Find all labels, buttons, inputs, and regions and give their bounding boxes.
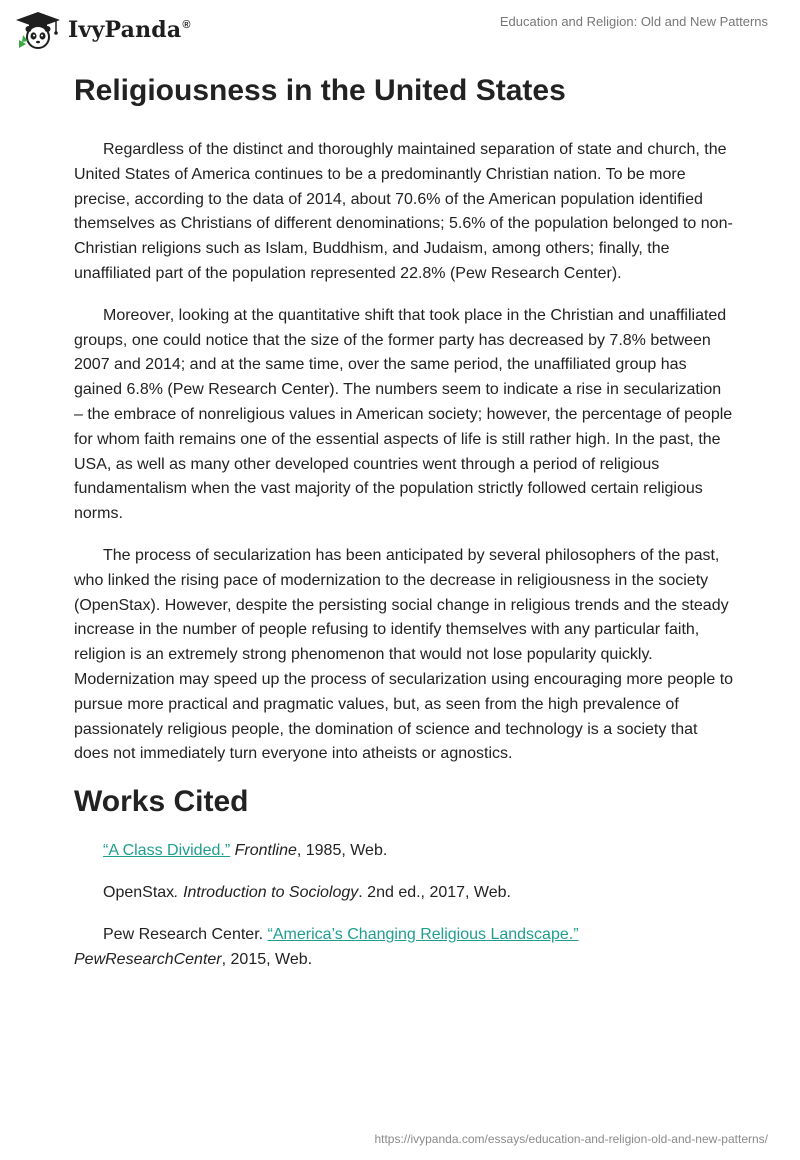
article-body — [74, 70, 734, 972]
paragraph-3: The process of secularization has been anticipated by several philosophers of the past, who linked the rising pace of modernization to the decrease in religiousness in the society (OpenStax). However, despite the persisting social change in religious trends and the steady increase in the number of people refusing to identify themselves with any particular faith, religion is an extremely strong phenomenon that would not lose popularity quickly. Modernization may speed up the process of secularization using encouraging more people to pursue more practical and pragmatic values, but, as seen from the high prevalence of passionately religious people, the domination of science and technology is a society that does not immediately turn everyone into atheists or agnostics. — [74, 546, 734, 763]
citation-item — [74, 881, 734, 906]
citation-source: Frontline — [234, 842, 297, 860]
source-url[interactable]: https://ivypanda.com/essays/education-and-religion-old-and-new-patterns/ — [374, 1132, 768, 1146]
citation-author: OpenStax — [103, 883, 175, 901]
citation-source: PewResearchCenter — [74, 950, 222, 968]
works-cited-heading: Works Cited — [74, 785, 249, 819]
citation-item — [74, 923, 734, 973]
document-title: Education and Religion: Old and New Patterns — [499, 14, 768, 29]
citation-link-class-divided[interactable]: “A Class Divided.” — [103, 842, 231, 860]
registered-mark: ® — [182, 19, 191, 31]
article-heading: Religiousness in the United States — [74, 74, 566, 107]
citation-link-religious-landscape[interactable]: “America’s Changing Religious Landscape.” — [267, 925, 579, 943]
works-cited-list — [74, 839, 734, 972]
citation-item — [74, 839, 734, 864]
panda-graduate-icon — [14, 10, 62, 50]
citation-details: , 2015, Web. — [221, 950, 313, 968]
citation-author: Pew Research Center. — [103, 925, 268, 943]
brand-logo[interactable] — [14, 10, 191, 50]
citation-details: . 2nd ed., 2017, Web. — [358, 883, 511, 901]
paragraph-1: Regardless of the distinct and thoroughly maintained separation of state and church, the United States of America continues to be a predominantly Christian nation. To be more precise, according to the data of 2014, about 70.6% of the American population identified themselves as Christians of different denominations; 5.6% of the population belonged to non-Christian religions such as Islam, Buddhism, and Judaism, among others; finally, the unaffiliated part of the population represented 22.8% (Pew Research Center). — [74, 141, 733, 282]
brand-name[interactable]: IvyPanda® — [68, 17, 191, 43]
citation-author-dot: . — [174, 883, 179, 901]
citation-source: Introduction to Sociology — [183, 883, 359, 901]
paragraph-2: Moreover, looking at the quantitative shift that took place in the Christian and unaffiliated groups, one could notice that the size of the former party has decreased by 7.8% between 2007 and 2014; and at the same time, over the same period, the unaffiliated group has gained 6.8% (Pew Research Center). The numbers seem to indicate a rise in secularization – the embrace of nonreligious values in American society; however, the percentage of people for whom faith remains one of the essential aspects of life is still rather high. In the past, the USA, as well as many other developed countries went through a period of religious fundamentalism when the vast majority of the population strictly followed certain religious norms. — [74, 306, 733, 523]
page-header — [0, 0, 800, 60]
citation-details: , 1985, Web. — [296, 842, 388, 860]
